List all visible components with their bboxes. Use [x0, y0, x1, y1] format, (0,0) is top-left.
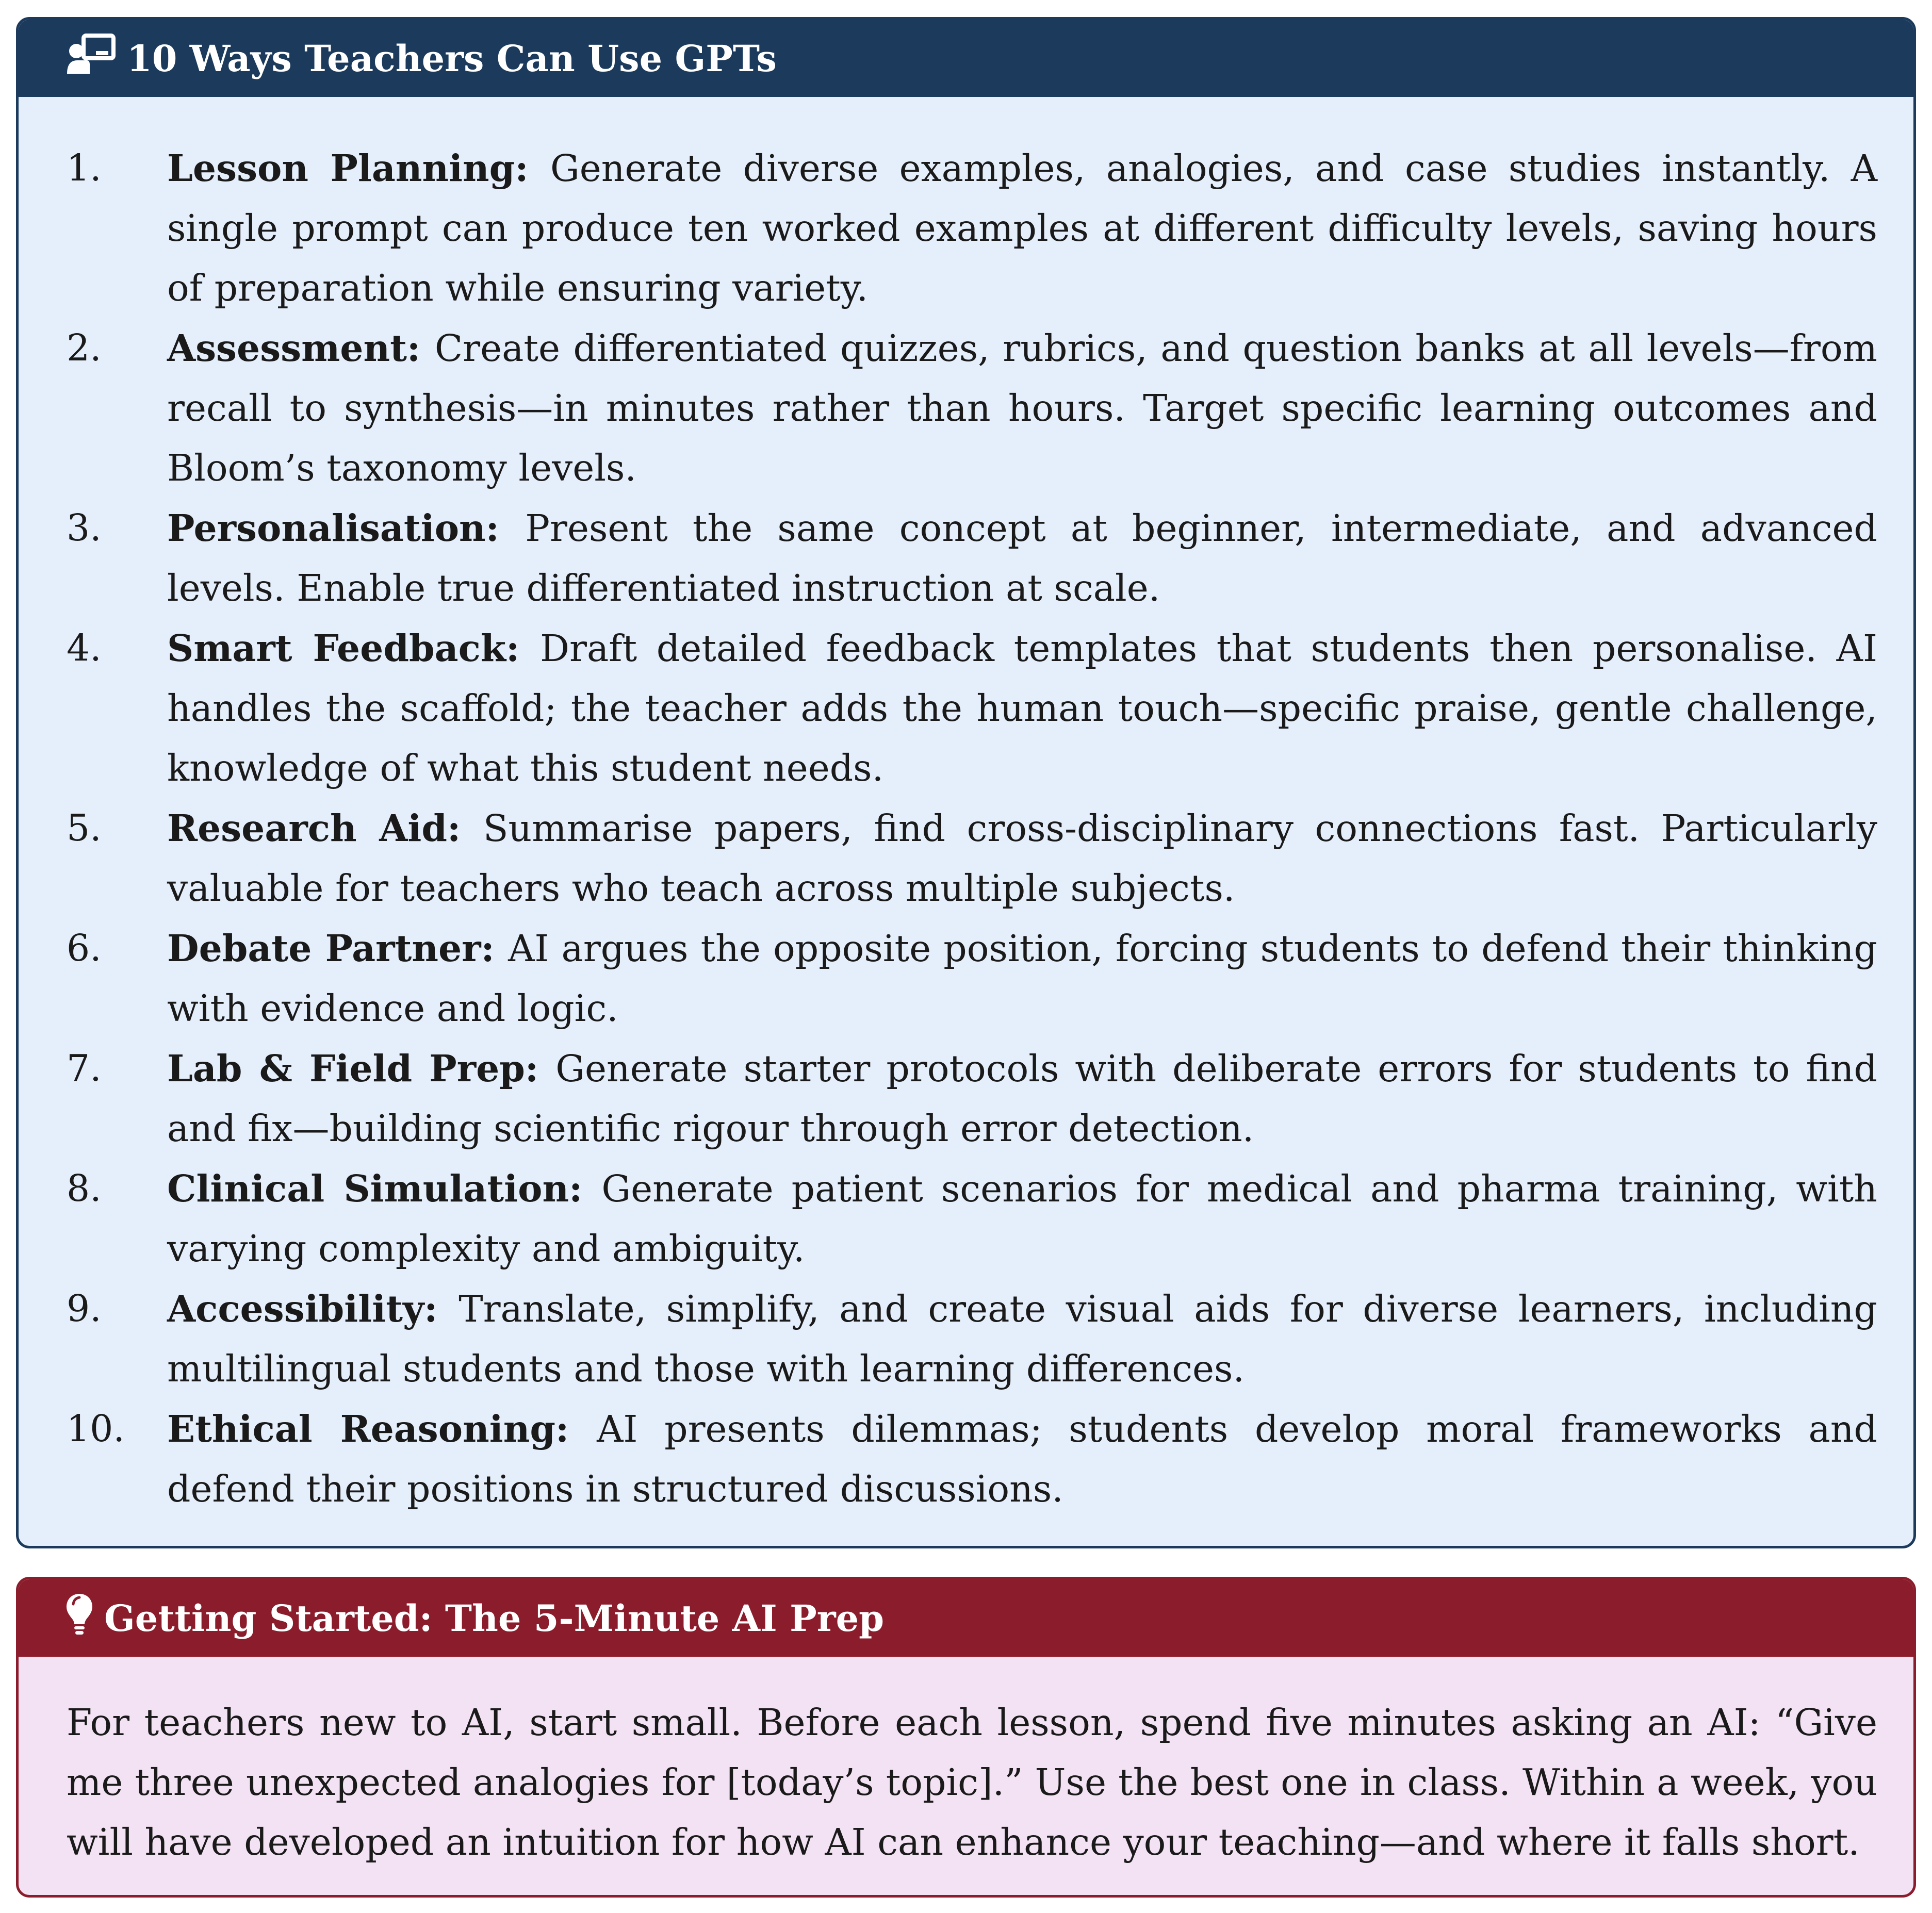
item-title: Personalisation:: [167, 506, 526, 550]
item-title: Assessment:: [167, 326, 435, 370]
item-text: Generate starter protocols with deliberate errors for students to find and fix—building scientific rigour through error detection.: [167, 1047, 1877, 1150]
item-text: Summarise papers, find cross-disciplinary connections fast. Particularly valuable for teachers who teach across multiple subjects.: [167, 807, 1877, 910]
item-title: Smart Feedback:: [167, 626, 541, 670]
item-title: Ethical Reasoning:: [167, 1407, 597, 1450]
list-item: [19, 318, 1913, 498]
tip-box-header: [19, 1579, 1913, 1657]
item-text: Present the same concept at beginner, intermediate, and advanced levels. Enable true differentiated instruction at scale.: [167, 507, 1877, 609]
teachers-box-header: [19, 20, 1913, 97]
item-number: 8.: [67, 1167, 102, 1210]
item-text: Draft detailed feedback templates that students then personalise. AI handles the scaffold; the teacher adds the human touch—specific praise, gentle challenge, knowledge of what this student needs.: [167, 627, 1877, 789]
item-title: Lab & Field Prep:: [167, 1047, 556, 1090]
item-text: Translate, simplify, and create visual aids for diverse learners, including multilingual students and those with learning differences.: [167, 1288, 1877, 1390]
item-number: 7.: [67, 1047, 102, 1090]
item-number: 3.: [67, 506, 102, 549]
teachers-list: [19, 138, 1913, 1519]
list-item: [19, 798, 1913, 918]
item-number: 6.: [67, 927, 102, 969]
item-text: Generate patient scenarios for medical and pharma training, with varying complexity and ambiguity.: [167, 1167, 1877, 1270]
item-title: Clinical Simulation:: [167, 1167, 602, 1210]
list-item: [19, 138, 1913, 318]
tip-text: For teachers new to AI, start small. Before each lesson, spend five minutes asking an AI: “Give me three unexpected analogies for [today’s topic].” Use the best one in class. Within a week, you will have developed an intuition for how AI can enhance your teaching—and where it falls short.: [67, 1701, 1877, 1863]
item-title: Accessibility:: [167, 1287, 459, 1330]
list-item: [19, 1038, 1913, 1159]
item-text: Create differentiated quizzes, rubrics, and question banks at all levels—from recall to synthesis—in minutes rather than hours. Target specific learning outcomes and Bloom’s taxonomy levels.: [167, 327, 1878, 489]
item-title: Debate Partner:: [167, 927, 509, 970]
list-item: [19, 1399, 1913, 1519]
teacher-board-icon: [66, 34, 117, 84]
item-number: 5.: [67, 806, 102, 849]
item-number: 2.: [67, 326, 102, 369]
teachers-box-title: 10 Ways Teachers Can Use GPTs: [127, 37, 777, 80]
list-item: [19, 918, 1913, 1038]
tip-box: [16, 1577, 1916, 1898]
item-title: Research Aid:: [167, 806, 483, 850]
item-text: Generate diverse examples, analogies, and case studies instantly. A single prompt can produce ten worked examples at different difficulty levels, saving hours of preparation while ensuring variety.: [167, 147, 1877, 309]
item-number: 9.: [67, 1287, 102, 1330]
list-item: [19, 618, 1913, 798]
item-text: AI presents dilemmas; students develop moral frameworks and defend their positions in structured discussions.: [167, 1408, 1877, 1510]
item-number: 10.: [67, 1407, 125, 1450]
teachers-box: [16, 17, 1916, 1548]
item-number: 4.: [67, 626, 102, 669]
lightbulb-icon: [65, 1592, 94, 1645]
item-title: Lesson Planning:: [167, 146, 550, 190]
list-item: [19, 498, 1913, 618]
item-text: AI argues the opposite position, forcing students to defend their thinking with evidence and logic.: [167, 927, 1877, 1030]
list-item: [19, 1279, 1913, 1399]
list-item: [19, 1159, 1913, 1279]
tip-box-title: Getting Started: The 5-Minute AI Prep: [104, 1596, 885, 1640]
item-number: 1.: [67, 146, 102, 189]
